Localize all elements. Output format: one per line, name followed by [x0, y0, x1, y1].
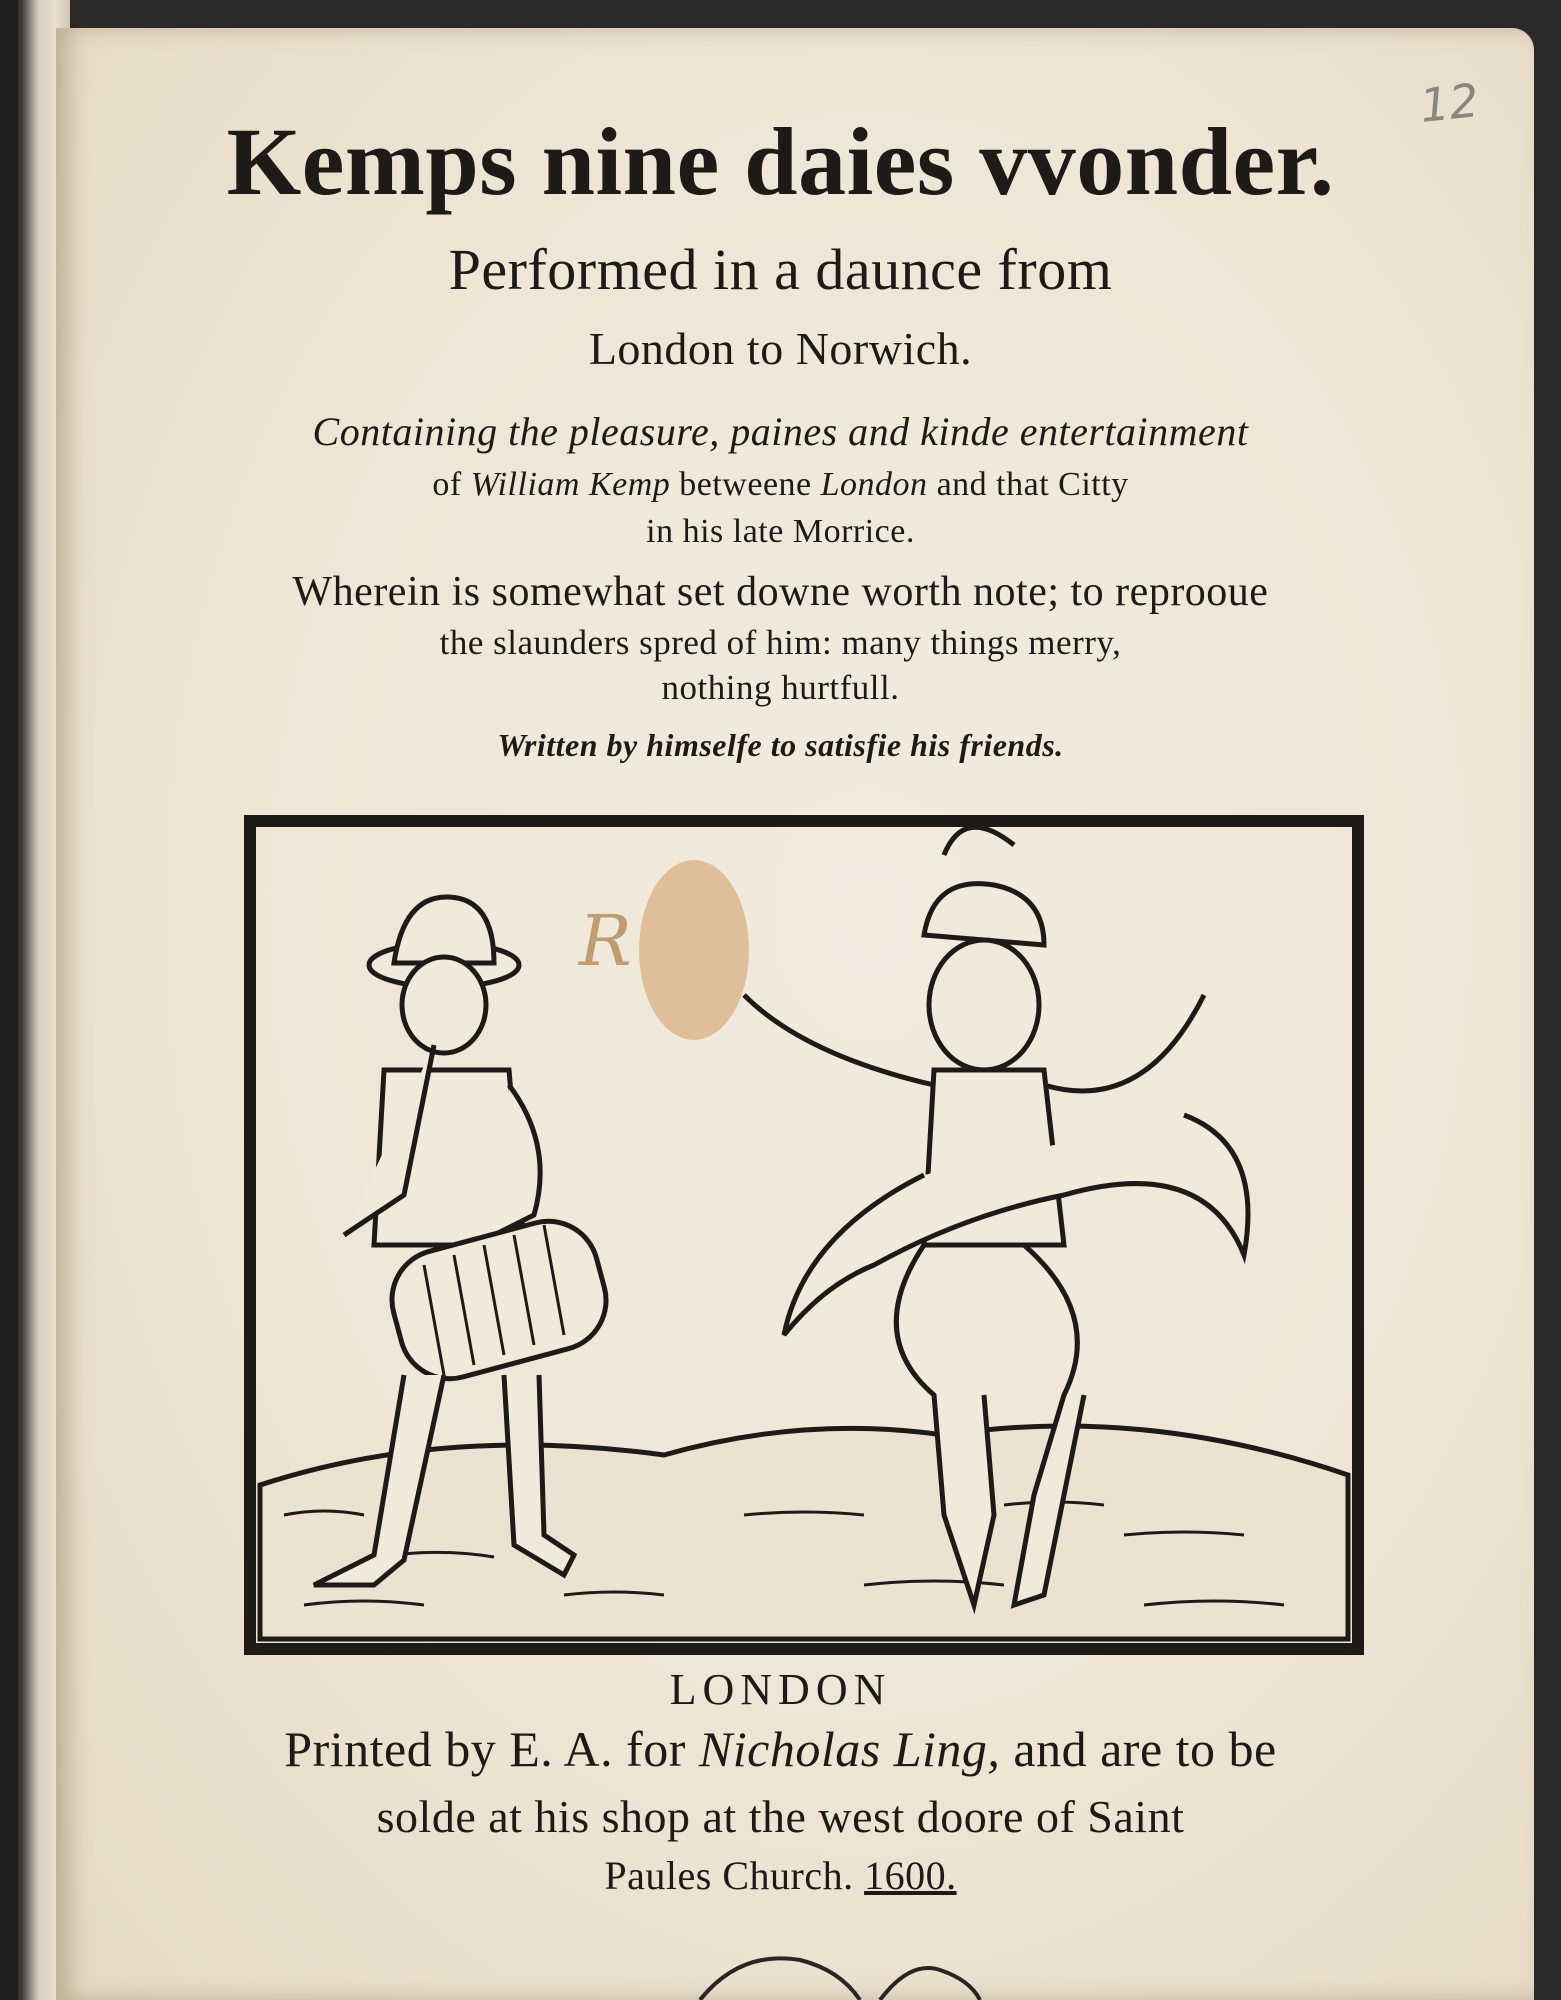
contents-line-2	[0, 466, 1561, 504]
page-title: Kemps nine daies vvonder.	[226, 108, 1335, 215]
contents-of: of	[432, 466, 462, 503]
contents-line-1: Containing the pleasure, paines and kinde entertainment	[312, 409, 1249, 454]
imprint-to-be: and are to be	[1013, 1721, 1277, 1777]
imprint-year: 1600.	[864, 1853, 957, 1898]
subtitle-line-1: Performed in a daunce from	[448, 237, 1113, 302]
wherein-line-1: Wherein is somewhat set downe worth note; to reprooue	[292, 569, 1269, 615]
imprint-line-3	[0, 1852, 1561, 1899]
imprint-line-1	[0, 1720, 1561, 1778]
contents-london: London	[820, 466, 928, 503]
foxing-stain	[639, 860, 749, 1040]
wherein-line-3: nothing hurtfull.	[661, 668, 900, 707]
imprint-church: Paules Church.	[604, 1853, 854, 1898]
imprint-line-2: solde at his shop at the west doore of Saint	[376, 1791, 1185, 1842]
written-by-line: Written by himselfe to satisfie his friends.	[497, 727, 1064, 763]
contents-author-name: William Kemp	[470, 466, 671, 503]
contents-citty: and that Citty	[936, 466, 1129, 503]
imprint-printed-by: Printed by E. A. for	[284, 1721, 686, 1777]
library-stamp-fragment	[680, 1930, 1000, 2000]
wherein-line-2: the slaunders spred of him: many things merry,	[439, 623, 1122, 662]
contents-betweene: betweene	[679, 466, 812, 503]
woodcut-illustration	[244, 815, 1364, 1655]
folio-pencil-mark: 12	[1417, 73, 1482, 133]
contents-line-3: in his late Morrice.	[646, 513, 915, 550]
imprint-city: LONDON	[669, 1665, 892, 1714]
imprint-publisher: Nicholas Ling,	[698, 1721, 1001, 1777]
pencil-annotation: R	[579, 900, 632, 982]
subtitle-line-2: London to Norwich.	[588, 323, 973, 374]
